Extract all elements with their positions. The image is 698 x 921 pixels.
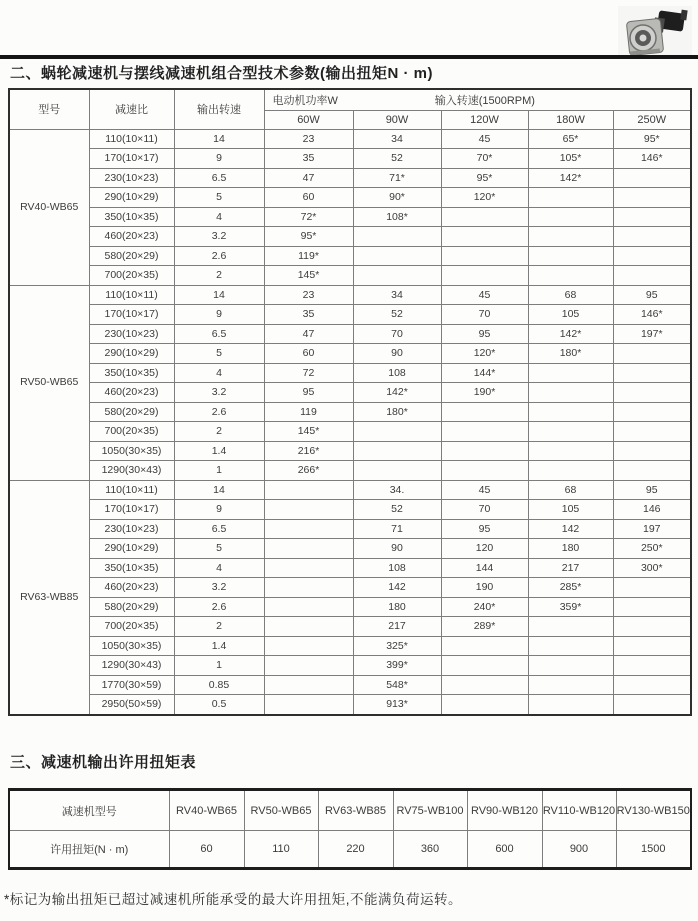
table-cell: 45 xyxy=(441,285,528,305)
table-row xyxy=(9,168,691,188)
table-cell: 14 xyxy=(174,285,264,305)
col-header-120w: 120W xyxy=(441,110,528,129)
table-cell: 180* xyxy=(528,344,613,364)
table-cell: 6.5 xyxy=(174,324,264,344)
table-cell: 180 xyxy=(528,539,613,559)
table-cell: 146 xyxy=(613,500,691,520)
table-cell: 119* xyxy=(264,246,353,266)
table-row xyxy=(9,519,691,539)
table-cell: 217 xyxy=(353,617,441,637)
table-cell: 23 xyxy=(264,285,353,305)
table-cell: 142 xyxy=(353,578,441,598)
table-cell: 71* xyxy=(353,168,441,188)
table-cell xyxy=(264,695,353,715)
table-cell: 110(10×11) xyxy=(89,129,174,149)
table-cell xyxy=(528,227,613,247)
table-cell xyxy=(528,402,613,422)
table-cell: 65* xyxy=(528,129,613,149)
table-row xyxy=(9,344,691,364)
table-cell xyxy=(441,246,528,266)
table-row xyxy=(9,129,691,149)
table-cell: 47 xyxy=(264,168,353,188)
table-cell xyxy=(441,461,528,481)
table-row xyxy=(9,246,691,266)
table-cell: 580(20×29) xyxy=(89,402,174,422)
table-cell xyxy=(528,675,613,695)
table-cell: 23 xyxy=(264,129,353,149)
table-cell: 9 xyxy=(174,149,264,169)
table-cell: 95 xyxy=(441,519,528,539)
torque-model: RV90-WB120 xyxy=(467,790,542,831)
table-cell: 700(20×35) xyxy=(89,617,174,637)
table-row xyxy=(9,305,691,325)
table-cell: 170(10×17) xyxy=(89,149,174,169)
table-cell: 146* xyxy=(613,305,691,325)
table-cell: 70 xyxy=(353,324,441,344)
table-cell xyxy=(264,558,353,578)
table-cell: 230(10×23) xyxy=(89,324,174,344)
table-row xyxy=(9,149,691,169)
table-cell xyxy=(441,636,528,656)
torque-value: 220 xyxy=(318,831,393,869)
torque-value: 360 xyxy=(393,831,467,869)
table-cell: 2.6 xyxy=(174,402,264,422)
table-cell: 580(20×29) xyxy=(89,246,174,266)
table-cell: 216* xyxy=(264,441,353,461)
table-cell xyxy=(441,402,528,422)
table-row xyxy=(9,461,691,481)
table-cell: 230(10×23) xyxy=(89,519,174,539)
table-row xyxy=(9,636,691,656)
table-cell: 108* xyxy=(353,207,441,227)
table-cell: 230(10×23) xyxy=(89,168,174,188)
torque-value-row xyxy=(9,831,691,869)
table-cell: 913* xyxy=(353,695,441,715)
table-row xyxy=(9,422,691,442)
gear-reducer-photo xyxy=(618,6,692,58)
page-divider xyxy=(0,55,698,59)
table-cell: 350(10×35) xyxy=(89,558,174,578)
table-cell: 35 xyxy=(264,305,353,325)
table-cell xyxy=(528,188,613,208)
table-cell: 1770(30×59) xyxy=(89,675,174,695)
table-cell: 34. xyxy=(353,480,441,500)
torque-model: RV130-WB150 xyxy=(616,790,691,831)
table-cell: 2 xyxy=(174,422,264,442)
table-cell: 144* xyxy=(441,363,528,383)
table-row xyxy=(9,441,691,461)
table-cell: 1.4 xyxy=(174,441,264,461)
torque-value: 900 xyxy=(542,831,616,869)
section3-title: 三、减速机输出许用扭矩表 xyxy=(10,754,197,771)
table-cell: 52 xyxy=(353,149,441,169)
table-cell: 548* xyxy=(353,675,441,695)
table-cell: 170(10×17) xyxy=(89,500,174,520)
torque-value: 1500 xyxy=(616,831,691,869)
table-cell: 1290(30×43) xyxy=(89,656,174,676)
table-cell xyxy=(264,636,353,656)
table-cell xyxy=(441,207,528,227)
table-row xyxy=(9,383,691,403)
table-cell: 70 xyxy=(441,500,528,520)
table-cell: 240* xyxy=(441,597,528,617)
table-cell xyxy=(441,441,528,461)
table-cell xyxy=(353,441,441,461)
table-row xyxy=(9,675,691,695)
table-cell xyxy=(264,597,353,617)
table-cell: 108 xyxy=(353,558,441,578)
table-cell xyxy=(528,636,613,656)
torque-header-row xyxy=(9,790,691,831)
table-cell: 5 xyxy=(174,188,264,208)
table-cell: 105 xyxy=(528,305,613,325)
table-cell xyxy=(613,266,691,286)
table-cell xyxy=(613,383,691,403)
table-cell: 3.2 xyxy=(174,578,264,598)
col-header-output-speed: 输出转速 xyxy=(174,89,264,129)
section2-title: 二、蜗轮减速机与摆线减速机组合型技术参数(输出扭矩N · m) xyxy=(10,65,433,82)
table-cell xyxy=(613,695,691,715)
table-row xyxy=(9,402,691,422)
table-cell xyxy=(528,422,613,442)
table-row xyxy=(9,597,691,617)
gear-reducer-illustration xyxy=(618,6,692,58)
table-cell: 34 xyxy=(353,285,441,305)
table-cell: 217 xyxy=(528,558,613,578)
table-cell: 1 xyxy=(174,461,264,481)
table-cell: 2 xyxy=(174,266,264,286)
torque-value: 110 xyxy=(244,831,318,869)
table-cell: 700(20×35) xyxy=(89,266,174,286)
table-cell: 180 xyxy=(353,597,441,617)
table-row xyxy=(9,558,691,578)
table-cell: 6.5 xyxy=(174,168,264,188)
table-cell xyxy=(264,617,353,637)
table-cell: 119 xyxy=(264,402,353,422)
table-cell xyxy=(441,695,528,715)
table-cell: 180* xyxy=(353,402,441,422)
table-cell xyxy=(613,617,691,637)
table-cell: 1.4 xyxy=(174,636,264,656)
table-cell: 6.5 xyxy=(174,519,264,539)
table-cell xyxy=(353,422,441,442)
table-cell xyxy=(613,227,691,247)
table-cell xyxy=(613,344,691,364)
table-cell xyxy=(264,578,353,598)
table-cell: 14 xyxy=(174,480,264,500)
table-cell: 197* xyxy=(613,324,691,344)
table-cell xyxy=(613,636,691,656)
table-cell xyxy=(613,422,691,442)
table-row xyxy=(9,539,691,559)
model-cell: RV40-WB65 xyxy=(9,129,89,285)
col-header-250w: 250W xyxy=(613,110,691,129)
table-cell: 350(10×35) xyxy=(89,207,174,227)
table-row xyxy=(9,227,691,247)
table-cell xyxy=(264,480,353,500)
table-cell: 2950(50×59) xyxy=(89,695,174,715)
table-cell: 289* xyxy=(441,617,528,637)
table-cell: 105 xyxy=(528,500,613,520)
torque-model: RV63-WB85 xyxy=(318,790,393,831)
table-cell: 290(10×29) xyxy=(89,539,174,559)
table-cell: 1 xyxy=(174,656,264,676)
table-cell: 0.5 xyxy=(174,695,264,715)
table-row xyxy=(9,578,691,598)
table-cell: 285* xyxy=(528,578,613,598)
table-cell: 70 xyxy=(441,305,528,325)
table-cell: 580(20×29) xyxy=(89,597,174,617)
table-cell: 70* xyxy=(441,149,528,169)
table-cell xyxy=(613,675,691,695)
table-cell: 52 xyxy=(353,305,441,325)
torque-table xyxy=(8,788,692,870)
table-cell xyxy=(264,656,353,676)
table-cell: 95 xyxy=(264,383,353,403)
torque-model: RV75-WB100 xyxy=(393,790,467,831)
table-cell xyxy=(264,539,353,559)
table-cell: 170(10×17) xyxy=(89,305,174,325)
table-row xyxy=(9,500,691,520)
table-cell: 266* xyxy=(264,461,353,481)
table-cell: 190* xyxy=(441,383,528,403)
table-cell: 105* xyxy=(528,149,613,169)
torque-value: 600 xyxy=(467,831,542,869)
table-cell: 290(10×29) xyxy=(89,344,174,364)
table-cell: 145* xyxy=(264,422,353,442)
table-cell: 45 xyxy=(441,480,528,500)
table-cell: 2.6 xyxy=(174,246,264,266)
table-cell: 120* xyxy=(441,344,528,364)
table-cell xyxy=(441,675,528,695)
table-cell: 2.6 xyxy=(174,597,264,617)
table-row xyxy=(9,695,691,715)
table-cell: 5 xyxy=(174,539,264,559)
table-cell: 60 xyxy=(264,344,353,364)
table-cell xyxy=(613,441,691,461)
table-cell xyxy=(353,246,441,266)
table-row xyxy=(9,324,691,344)
table-cell xyxy=(613,207,691,227)
table-cell: 250* xyxy=(613,539,691,559)
col-header-ratio: 减速比 xyxy=(89,89,174,129)
footnote: *标记为输出扭矩已超过减速机所能承受的最大许用扭矩,不能满负荷运转。 xyxy=(4,892,463,907)
table-cell xyxy=(528,441,613,461)
table-cell: 95* xyxy=(613,129,691,149)
table-cell xyxy=(528,617,613,637)
table-cell: 325* xyxy=(353,636,441,656)
table-cell xyxy=(528,695,613,715)
table-cell xyxy=(528,363,613,383)
table-cell: 47 xyxy=(264,324,353,344)
table-cell: 700(20×35) xyxy=(89,422,174,442)
torque-col-torque-label: 许用扭矩(N · m) xyxy=(9,831,169,869)
table-cell xyxy=(441,227,528,247)
table-row xyxy=(9,188,691,208)
table-cell xyxy=(528,461,613,481)
table-row xyxy=(9,207,691,227)
table-cell: 35 xyxy=(264,149,353,169)
table-cell: 110(10×11) xyxy=(89,480,174,500)
table-cell: 399* xyxy=(353,656,441,676)
table-cell: 34 xyxy=(353,129,441,149)
model-cell: RV63-WB85 xyxy=(9,480,89,715)
table-cell: 72 xyxy=(264,363,353,383)
table-row xyxy=(9,617,691,637)
table-cell xyxy=(441,656,528,676)
table-row xyxy=(9,285,691,305)
model-cell: RV50-WB65 xyxy=(9,285,89,480)
torque-value: 60 xyxy=(169,831,244,869)
table-cell xyxy=(264,675,353,695)
table-cell: 142 xyxy=(528,519,613,539)
table-cell xyxy=(528,383,613,403)
table-cell: 68 xyxy=(528,480,613,500)
table-cell: 95* xyxy=(441,168,528,188)
table-cell: 72* xyxy=(264,207,353,227)
table-cell: 142* xyxy=(353,383,441,403)
table-cell: 350(10×35) xyxy=(89,363,174,383)
table-cell: 2 xyxy=(174,617,264,637)
table-cell: 120* xyxy=(441,188,528,208)
table-cell xyxy=(528,207,613,227)
table-cell xyxy=(613,461,691,481)
table-cell xyxy=(613,656,691,676)
table-cell: 90 xyxy=(353,539,441,559)
table-cell: 5 xyxy=(174,344,264,364)
table-cell: 359* xyxy=(528,597,613,617)
table-cell: 95 xyxy=(441,324,528,344)
table-cell xyxy=(613,578,691,598)
table-cell: 9 xyxy=(174,500,264,520)
table-cell: 95 xyxy=(613,480,691,500)
parameters-table xyxy=(8,88,692,716)
col-header-power-group xyxy=(264,89,691,110)
table-cell xyxy=(613,402,691,422)
col-header-model: 型号 xyxy=(9,89,89,129)
table-cell xyxy=(441,422,528,442)
table-cell xyxy=(353,461,441,481)
table-cell: 1050(30×35) xyxy=(89,636,174,656)
header-row-1 xyxy=(9,89,691,110)
table-cell: 4 xyxy=(174,207,264,227)
table-cell: 190 xyxy=(441,578,528,598)
col-header-90w: 90W xyxy=(353,110,441,129)
motor-power-label: 电动机功率W xyxy=(272,94,338,107)
table-row xyxy=(9,656,691,676)
table-cell xyxy=(613,188,691,208)
table-cell: 68 xyxy=(528,285,613,305)
table-cell: 4 xyxy=(174,363,264,383)
table-cell: 90* xyxy=(353,188,441,208)
table-cell: 14 xyxy=(174,129,264,149)
table-cell: 45 xyxy=(441,129,528,149)
table-cell: 90 xyxy=(353,344,441,364)
table-cell xyxy=(613,168,691,188)
col-header-180w: 180W xyxy=(528,110,613,129)
table-cell: 300* xyxy=(613,558,691,578)
torque-model: RV110-WB120 xyxy=(542,790,616,831)
table-cell: 110(10×11) xyxy=(89,285,174,305)
table-cell xyxy=(613,597,691,617)
torque-model: RV50-WB65 xyxy=(244,790,318,831)
table-cell xyxy=(264,500,353,520)
table-cell: 3.2 xyxy=(174,383,264,403)
col-header-60w: 60W xyxy=(264,110,353,129)
table-cell: 1290(30×43) xyxy=(89,461,174,481)
table-cell: 95 xyxy=(613,285,691,305)
table-cell xyxy=(528,246,613,266)
table-cell: 71 xyxy=(353,519,441,539)
table-cell: 197 xyxy=(613,519,691,539)
table-cell: 290(10×29) xyxy=(89,188,174,208)
table-cell xyxy=(441,266,528,286)
table-cell: 60 xyxy=(264,188,353,208)
table-cell xyxy=(264,519,353,539)
table-cell: 0.85 xyxy=(174,675,264,695)
table-cell: 4 xyxy=(174,558,264,578)
table-cell: 146* xyxy=(613,149,691,169)
table-row xyxy=(9,266,691,286)
table-cell: 460(20×23) xyxy=(89,383,174,403)
table-row xyxy=(9,480,691,500)
table-cell xyxy=(353,266,441,286)
table-cell xyxy=(613,363,691,383)
table-cell: 460(20×23) xyxy=(89,227,174,247)
table-cell: 142* xyxy=(528,168,613,188)
table-row xyxy=(9,363,691,383)
table-cell: 3.2 xyxy=(174,227,264,247)
table-cell xyxy=(528,656,613,676)
table-cell: 1050(30×35) xyxy=(89,441,174,461)
table-cell: 142* xyxy=(528,324,613,344)
table-cell: 52 xyxy=(353,500,441,520)
torque-col-model-label: 减速机型号 xyxy=(9,790,169,831)
table-cell: 144 xyxy=(441,558,528,578)
table-cell xyxy=(613,246,691,266)
table-cell: 145* xyxy=(264,266,353,286)
table-cell: 460(20×23) xyxy=(89,578,174,598)
table-cell: 95* xyxy=(264,227,353,247)
table-cell: 9 xyxy=(174,305,264,325)
input-speed-label: 输入转速(1500RPM) xyxy=(434,94,535,107)
table-cell xyxy=(353,227,441,247)
table-cell: 108 xyxy=(353,363,441,383)
table-cell: 120 xyxy=(441,539,528,559)
table-cell xyxy=(528,266,613,286)
torque-model: RV40-WB65 xyxy=(169,790,244,831)
